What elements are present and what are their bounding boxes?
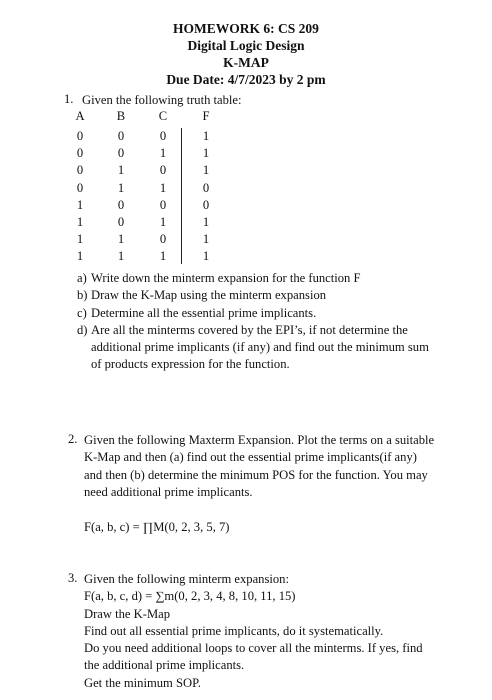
question-1-parts [77, 270, 477, 374]
truth-table-cell: 0 [159, 197, 167, 212]
truth-table-cell: 0 [76, 129, 84, 143]
truth-table-cell: 0 [159, 232, 167, 247]
truth-table-cell: 1 [117, 180, 125, 195]
question-2-number: 2. [68, 432, 78, 446]
truth-table-cell: 1 [202, 232, 210, 247]
question-3-expression: F(a, b, c, d) = ∑m(0, 2, 3, 4, 8, 10, 11, 15) [84, 589, 296, 604]
truth-table-cell: 1 [159, 146, 167, 161]
truth-table-header-a: A [75, 109, 85, 123]
part-text: Draw the K-Map using the minterm expansion [91, 288, 327, 303]
part-text: Write down the minterm expansion for the function F [91, 271, 361, 285]
part-label: d) [77, 322, 88, 337]
truth-table-cell: 1 [159, 249, 167, 264]
question-3-line: Given the following minterm expansion: [84, 572, 289, 586]
question-1-part-c [77, 305, 477, 322]
truth-table-cell: 0 [76, 146, 84, 161]
topic-title: K-MAP [223, 55, 269, 70]
question-3-body [84, 571, 434, 692]
truth-table-cell: 1 [117, 232, 125, 247]
truth-table-cell: 1 [202, 146, 210, 161]
question-3-line: Get the minimum SOP. [84, 675, 201, 690]
truth-table-cell: 1 [159, 214, 167, 229]
part-text: Determine all the essential prime implicants. [91, 305, 317, 320]
question-1-part-d [77, 322, 441, 374]
question-2-text: Given the following Maxterm Expansion. Plot the terms on a suitable K-Map and then (a) find out the essential prime implicants(if any) and then (b) determine the minimum POS for the function. You may need additional prime implicants. [84, 433, 435, 499]
part-text: Are all the minterms covered by the EPI’s, if not determine the additional prime implicants (if any) and find out the minimum sum of products expression for the function. [91, 322, 429, 372]
truth-table-cell: 0 [202, 197, 210, 212]
question-3-number: 3. [68, 571, 78, 585]
truth-table-cell: 0 [159, 129, 167, 143]
part-label: c) [77, 305, 87, 320]
course-subtitle: Digital Logic Design [187, 38, 305, 53]
truth-table-cell: 1 [202, 129, 210, 143]
homework-title: HOMEWORK 6: CS 209 [173, 21, 319, 36]
question-3-line: Do you need additional loops to cover all the minterms. If yes, find the additional prime implicants. [84, 641, 423, 673]
truth-table-cell: 1 [202, 249, 210, 264]
truth-table-cell: 1 [202, 214, 210, 229]
truth-table-cell: 1 [76, 249, 84, 264]
question-3-line: Draw the K-Map [84, 606, 171, 621]
document-header [0, 20, 492, 88]
truth-table-cell: 0 [117, 214, 125, 229]
truth-table-cell: 0 [76, 180, 84, 195]
truth-table-cell: 1 [76, 232, 84, 247]
truth-table-header-f: F [202, 109, 210, 123]
truth-table-cell: 1 [117, 249, 125, 264]
truth-table-header-c: C [158, 109, 168, 123]
truth-table-divider [181, 128, 182, 264]
question-1-prompt: Given the following truth table: [82, 93, 242, 107]
truth-table-cell: 0 [159, 163, 167, 178]
truth-table-cell: 0 [117, 146, 125, 161]
truth-table-cell: 1 [76, 197, 84, 212]
truth-table-cell: 0 [117, 129, 125, 143]
truth-table-cell: 0 [117, 197, 125, 212]
part-label: a) [77, 271, 87, 285]
question-2-expression: F(a, b, c) = ∏M(0, 2, 3, 5, 7) [84, 520, 230, 534]
due-date: Due Date: 4/7/2023 by 2 pm [166, 72, 326, 87]
question-1-part-b [77, 287, 477, 304]
truth-table-cell: 1 [202, 163, 210, 178]
truth-table-cell: 0 [76, 163, 84, 178]
question-1-number: 1. [64, 92, 74, 106]
truth-table-cell: 0 [202, 180, 210, 195]
truth-table-cell: 1 [117, 163, 125, 178]
truth-table-header-b: B [116, 109, 126, 123]
truth-table-cell: 1 [76, 214, 84, 229]
question-3-line: Find out all essential prime implicants, do it systematically. [84, 623, 384, 638]
truth-table-cell: 1 [159, 180, 167, 195]
question-1-part-a [77, 270, 477, 287]
part-label: b) [77, 288, 88, 303]
